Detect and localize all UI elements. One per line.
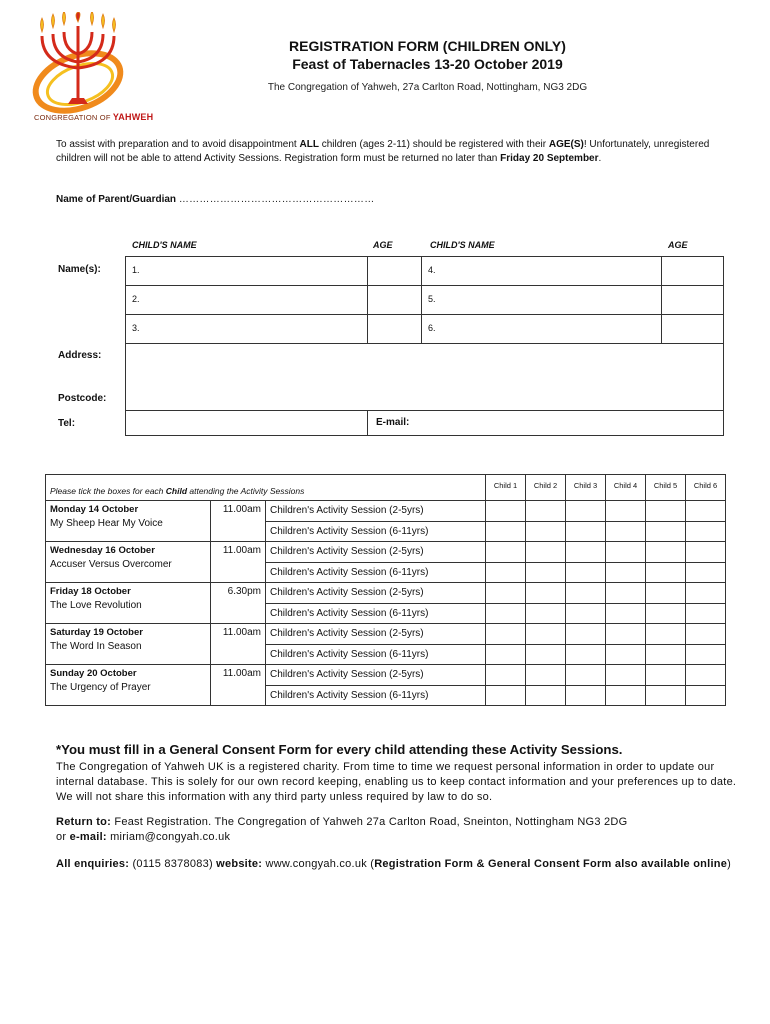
tick-box-child-2[interactable]: [526, 542, 566, 563]
day-name: Saturday 19 October: [50, 627, 143, 638]
child-3-header: Child 3: [566, 475, 606, 501]
return-info: Return to: Feast Registration. The Congregation of Yahweh 27a Carlton Road, Sneinton, Nottingham NG3 2DG or e-mail: miriam@congyah.co.uk: [56, 816, 628, 843]
address-label: Address:: [58, 350, 102, 361]
tick-box-child-5[interactable]: [646, 542, 686, 563]
child-1-name-input[interactable]: [125, 256, 368, 286]
child-5-age-input[interactable]: [661, 285, 724, 315]
day-theme: The Love Revolution: [50, 600, 142, 611]
session-row: [46, 583, 726, 604]
day-cell: [46, 583, 211, 624]
tick-box-child-2[interactable]: [526, 583, 566, 604]
child-5-header: Child 5: [646, 475, 686, 501]
session-label: Children's Activity Session (2-5yrs): [266, 501, 486, 522]
form-title: REGISTRATION FORM (CHILDREN ONLY): [289, 38, 566, 54]
tick-box-child-4[interactable]: [606, 603, 646, 624]
child-name-header-left: CHILD'S NAME: [132, 240, 197, 250]
tick-box-child-3[interactable]: [566, 583, 606, 604]
tick-box-child-3[interactable]: [566, 542, 606, 563]
parent-name-field[interactable]: Name of Parent/Guardian …………………………………………………: [56, 194, 375, 205]
day-name: Friday 18 October: [50, 586, 131, 597]
tick-box-child-3[interactable]: [566, 603, 606, 624]
age-header-left: AGE: [373, 240, 393, 250]
congregation-logo: [28, 12, 138, 124]
child-1-header: Child 1: [486, 475, 526, 501]
tick-box-child-2[interactable]: [526, 562, 566, 583]
tick-box-child-3[interactable]: [566, 644, 606, 665]
tick-box-child-6[interactable]: [686, 542, 726, 563]
names-label: Name(s):: [58, 264, 101, 275]
child-2-name-input[interactable]: [125, 285, 368, 315]
session-label: Children's Activity Session (6-11yrs): [266, 685, 486, 706]
tick-box-child-3[interactable]: [566, 624, 606, 645]
tick-box-child-1[interactable]: [486, 685, 526, 706]
tick-instruction: Please tick the boxes for each Child attending the Activity Sessions: [46, 475, 486, 501]
session-row: [46, 624, 726, 645]
session-time: 11.00am: [211, 665, 266, 706]
child-4-name-input[interactable]: [421, 256, 662, 286]
child-2-age-input[interactable]: [367, 285, 422, 315]
tick-box-child-2[interactable]: [526, 685, 566, 706]
tick-box-child-1[interactable]: [486, 542, 526, 563]
tick-box-child-1[interactable]: [486, 603, 526, 624]
tick-box-child-1[interactable]: [486, 562, 526, 583]
child-6-age-input[interactable]: [661, 314, 724, 344]
session-row: [46, 501, 726, 522]
tick-box-child-5[interactable]: [646, 603, 686, 624]
child-3-name-input[interactable]: [125, 314, 368, 344]
tick-box-child-6[interactable]: [686, 685, 726, 706]
session-row: [46, 542, 726, 563]
tick-box-child-4[interactable]: [606, 501, 646, 522]
day-cell: [46, 501, 211, 542]
form-subtitle: Feast of Tabernacles 13-20 October 2019: [292, 56, 563, 72]
child-6-header: Child 6: [686, 475, 726, 501]
tick-box-child-6[interactable]: [686, 665, 726, 686]
tel-input[interactable]: [125, 410, 368, 436]
day-theme: The Word In Season: [50, 641, 142, 652]
session-label: Children's Activity Session (6-11yrs): [266, 562, 486, 583]
session-time: 6.30pm: [211, 583, 266, 624]
session-label: Children's Activity Session (2-5yrs): [266, 542, 486, 563]
tick-box-child-5[interactable]: [646, 521, 686, 542]
child-3-age-input[interactable]: [367, 314, 422, 344]
day-name: Wednesday 16 October: [50, 545, 155, 556]
email-label: E-mail:: [376, 417, 410, 428]
tick-box-child-6[interactable]: [686, 501, 726, 522]
day-theme: The Urgency of Prayer: [50, 682, 151, 693]
child-name-header-right: CHILD'S NAME: [430, 240, 495, 250]
tick-box-child-3[interactable]: [566, 521, 606, 542]
child-4-header: Child 4: [606, 475, 646, 501]
child-4-age-input[interactable]: [661, 256, 724, 286]
session-time: 11.00am: [211, 624, 266, 665]
tick-box-child-5[interactable]: [646, 501, 686, 522]
day-cell: [46, 665, 211, 706]
session-label: Children's Activity Session (6-11yrs): [266, 521, 486, 542]
congregation-address: The Congregation of Yahweh, 27a Carlton Road, Nottingham, NG3 2DG: [267, 82, 588, 93]
child-6-number: 6.: [428, 323, 436, 333]
email-input[interactable]: [367, 410, 724, 436]
tick-box-child-6[interactable]: [686, 603, 726, 624]
tick-box-child-1[interactable]: [486, 501, 526, 522]
day-theme: My Sheep Hear My Voice: [50, 518, 163, 529]
child-1-age-input[interactable]: [367, 256, 422, 286]
intro-paragraph: To assist with preparation and to avoid disappointment ALL children (ages 2-11) should be registered with their AGE(S)! Unfortunately, unregistered children will not be able to attend Activity Sessions. Registration form must be returned no later than Friday 20 September.: [56, 139, 710, 164]
postcode-label: Postcode:: [58, 393, 107, 404]
session-label: Children's Activity Session (6-11yrs): [266, 644, 486, 665]
day-cell: [46, 624, 211, 665]
tel-label: Tel:: [58, 418, 76, 429]
tick-box-child-1[interactable]: [486, 665, 526, 686]
session-row: [46, 665, 726, 686]
session-label: Children's Activity Session (2-5yrs): [266, 624, 486, 645]
tick-box-child-5[interactable]: [646, 583, 686, 604]
address-input[interactable]: [125, 343, 724, 411]
tick-box-child-2[interactable]: [526, 644, 566, 665]
tick-box-child-3[interactable]: [566, 501, 606, 522]
day-name: Monday 14 October: [50, 504, 139, 515]
tick-box-child-2[interactable]: [526, 665, 566, 686]
tick-box-child-6[interactable]: [686, 624, 726, 645]
tick-box-child-1[interactable]: [486, 521, 526, 542]
tick-box-child-6[interactable]: [686, 644, 726, 665]
tick-box-child-6[interactable]: [686, 521, 726, 542]
tick-box-child-3[interactable]: [566, 562, 606, 583]
tick-box-child-4[interactable]: [606, 644, 646, 665]
tick-box-child-4[interactable]: [606, 583, 646, 604]
child-1-number: 1.: [132, 265, 140, 275]
tick-box-child-1[interactable]: [486, 624, 526, 645]
enquiries-info: All enquiries: (0115 8378083) website: www.congyah.co.uk (Registration Form & General Consent Form also available online): [56, 858, 732, 870]
tick-box-child-5[interactable]: [646, 644, 686, 665]
tick-box-child-6[interactable]: [686, 562, 726, 583]
child-6-name-input[interactable]: [421, 314, 662, 344]
day-name: Sunday 20 October: [50, 668, 137, 679]
tick-box-child-4[interactable]: [606, 521, 646, 542]
tick-box-child-2[interactable]: [526, 521, 566, 542]
child-5-name-input[interactable]: [421, 285, 662, 315]
session-label: Children's Activity Session (6-11yrs): [266, 603, 486, 624]
tick-box-child-4[interactable]: [606, 562, 646, 583]
tick-box-child-6[interactable]: [686, 583, 726, 604]
tick-box-child-4[interactable]: [606, 685, 646, 706]
child-2-header: Child 2: [526, 475, 566, 501]
day-cell: [46, 542, 211, 583]
session-time: 11.00am: [211, 542, 266, 583]
age-header-right: AGE: [668, 240, 688, 250]
tick-box-child-1[interactable]: [486, 644, 526, 665]
tick-box-child-1[interactable]: [486, 583, 526, 604]
tick-box-child-4[interactable]: [606, 542, 646, 563]
tick-box-child-2[interactable]: [526, 624, 566, 645]
child-5-number: 5.: [428, 294, 436, 304]
activity-sessions-table: [45, 474, 726, 706]
tick-box-child-5[interactable]: [646, 562, 686, 583]
tick-box-child-5[interactable]: [646, 685, 686, 706]
tick-box-child-4[interactable]: [606, 624, 646, 645]
child-3-number: 3.: [132, 323, 140, 333]
tick-box-child-2[interactable]: [526, 603, 566, 624]
tick-box-child-3[interactable]: [566, 665, 606, 686]
tick-box-child-4[interactable]: [606, 665, 646, 686]
session-label: Children's Activity Session (2-5yrs): [266, 583, 486, 604]
tick-box-child-5[interactable]: [646, 665, 686, 686]
tick-box-child-3[interactable]: [566, 685, 606, 706]
tick-box-child-5[interactable]: [646, 624, 686, 645]
session-label: Children's Activity Session (2-5yrs): [266, 665, 486, 686]
tick-box-child-2[interactable]: [526, 501, 566, 522]
consent-paragraph: The Congregation of Yahweh UK is a registered charity. From time to time we request personal information in order to update our internal database. This is solely for our own record keeping, enabling us to keep contact information and your preferences up to date. We will not share this information with any third party unless required by law to do so.: [56, 761, 737, 803]
logo-wordmark: CONGREGATION OF YAHWEH: [34, 112, 154, 122]
day-theme: Accuser Versus Overcomer: [50, 559, 172, 570]
consent-heading: *You must fill in a General Consent Form for every child attending these Activity Sessions.: [56, 742, 623, 757]
child-2-number: 2.: [132, 294, 140, 304]
child-4-number: 4.: [428, 265, 436, 275]
session-time: 11.00am: [211, 501, 266, 542]
